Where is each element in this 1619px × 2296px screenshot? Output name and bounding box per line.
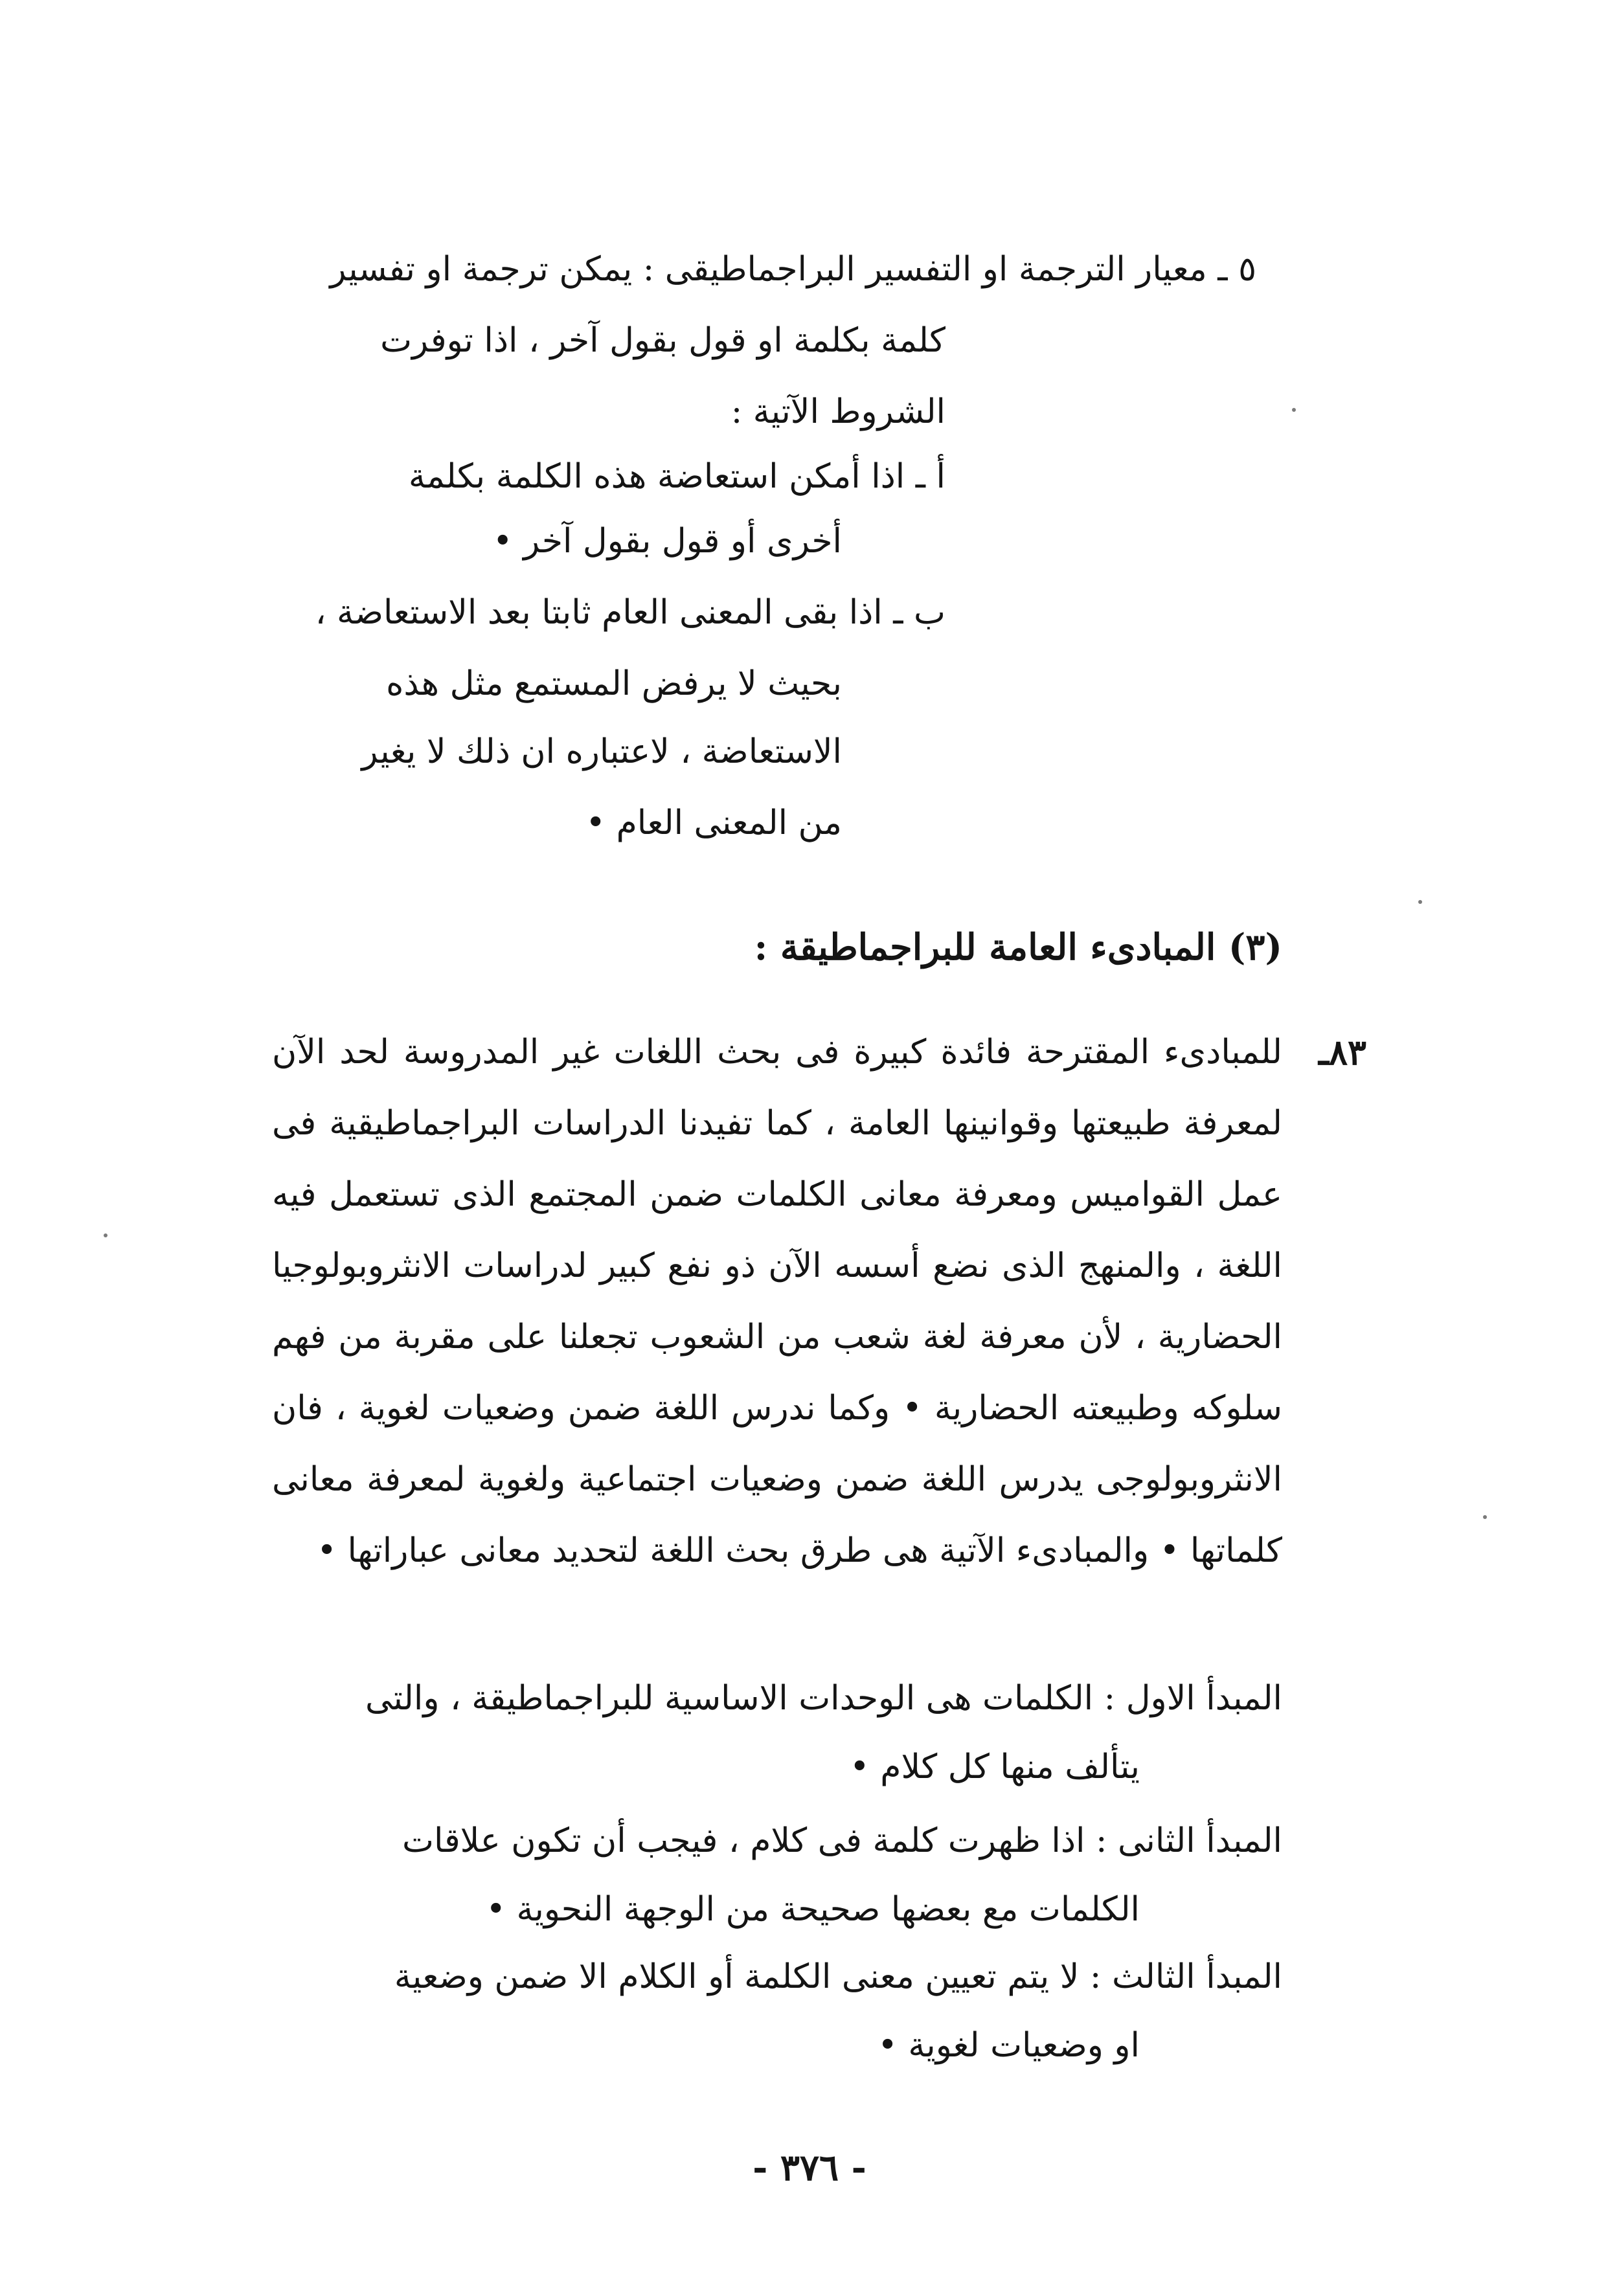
criterion-line-4: أ ـ اذا أمكن استعاضة هذه الكلمة بكلمة: [408, 457, 945, 496]
criterion-line-2: كلمة بكلمة او قول بقول آخر ، اذا توفرت: [380, 321, 945, 360]
paragraph-number: ٨٣ـ: [1319, 1031, 1366, 1073]
scan-speck: [1292, 408, 1296, 412]
criterion-line-1: ٥ ـ معيار الترجمة او التفسير البراجماطيقى : يمكن ترجمة او تفسير: [330, 250, 1256, 289]
page-number: - ٣٧٦ -: [753, 2146, 866, 2189]
scan-speck: [104, 1233, 108, 1237]
principle-1: [272, 1664, 1282, 1801]
principle-3-cont: او وضعيات لغوية •: [877, 2026, 1140, 2065]
principle-3: [272, 1942, 1282, 2080]
criterion-line-7: بحيث لا يرفض المستمع مثل هذه: [386, 664, 842, 703]
principle-2-cont: الكلمات مع بعضها صحيحة من الوجهة النحوية •: [486, 1890, 1140, 1929]
criterion-line-3: الشروط الآتية :: [730, 392, 945, 431]
principle-2: [272, 1806, 1282, 1944]
scan-speck: [1418, 900, 1422, 904]
criterion-line-9: من المعنى العام •: [585, 804, 842, 842]
criterion-line-8: الاستعاضة ، لاعتباره ان ذلك لا يغير: [361, 732, 842, 771]
criterion-line-5: أخرى أو قول بقول آخر •: [492, 522, 842, 561]
principle-3-lead: المبدأ الثالث : لا يتم تعيين معنى الكلمة أو الكلام الا ضمن وضعية: [394, 1957, 1282, 1996]
section-heading: (٣) المبادىء العامة للبراجماطيقة :: [754, 926, 1282, 969]
scan-speck: [1483, 1515, 1487, 1519]
principle-1-lead: المبدأ الاول : الكلمات هى الوحدات الاساسية للبراجماطيقة ، والتى: [365, 1679, 1282, 1718]
criterion-line-6: ب ـ اذا بقى المعنى العام ثابتا بعد الاستعاضة ،: [315, 593, 945, 632]
principle-2-lead: المبدأ الثانى : اذا ظهرت كلمة فى كلام ، فيجب أن تكون علاقات: [402, 1821, 1282, 1860]
paragraph-83: [272, 1017, 1366, 1586]
principle-1-cont: يتألف منها كل كلام •: [850, 1748, 1140, 1786]
paragraph-83-text: للمبادىء المقترحة فائدة كبيرة فى بحث اللغات غير المدروسة لحد الآن لمعرفة طبيعتها وقوانينها العامة ، كما تفيدنا الدراسات البراجماطيقية فى عمل القواميس ومعرفة معانى الكلمات ضمن المجتمع الذى تستعمل فيه اللغة ، والمنهج الذى نضع أسسه الآن ذو نفع كبير لدراسات الانثروبولوجيا الحضارية ، لأن معرفة لغة شعب من الشعوب تجعلنا على مقربة من فهم سلوكه وطبيعته الحضارية • وكما ندرس اللغة ضمن وضعيات لغوية ، فان الانثروبولوجى يدرس اللغة ضمن وضعيات اجتماعية ولغوية لمعرفة معانى كلماتها • والمبادىء الآتية هى طرق بحث اللغة لتحديد معانى عباراتها •: [272, 1033, 1282, 1570]
